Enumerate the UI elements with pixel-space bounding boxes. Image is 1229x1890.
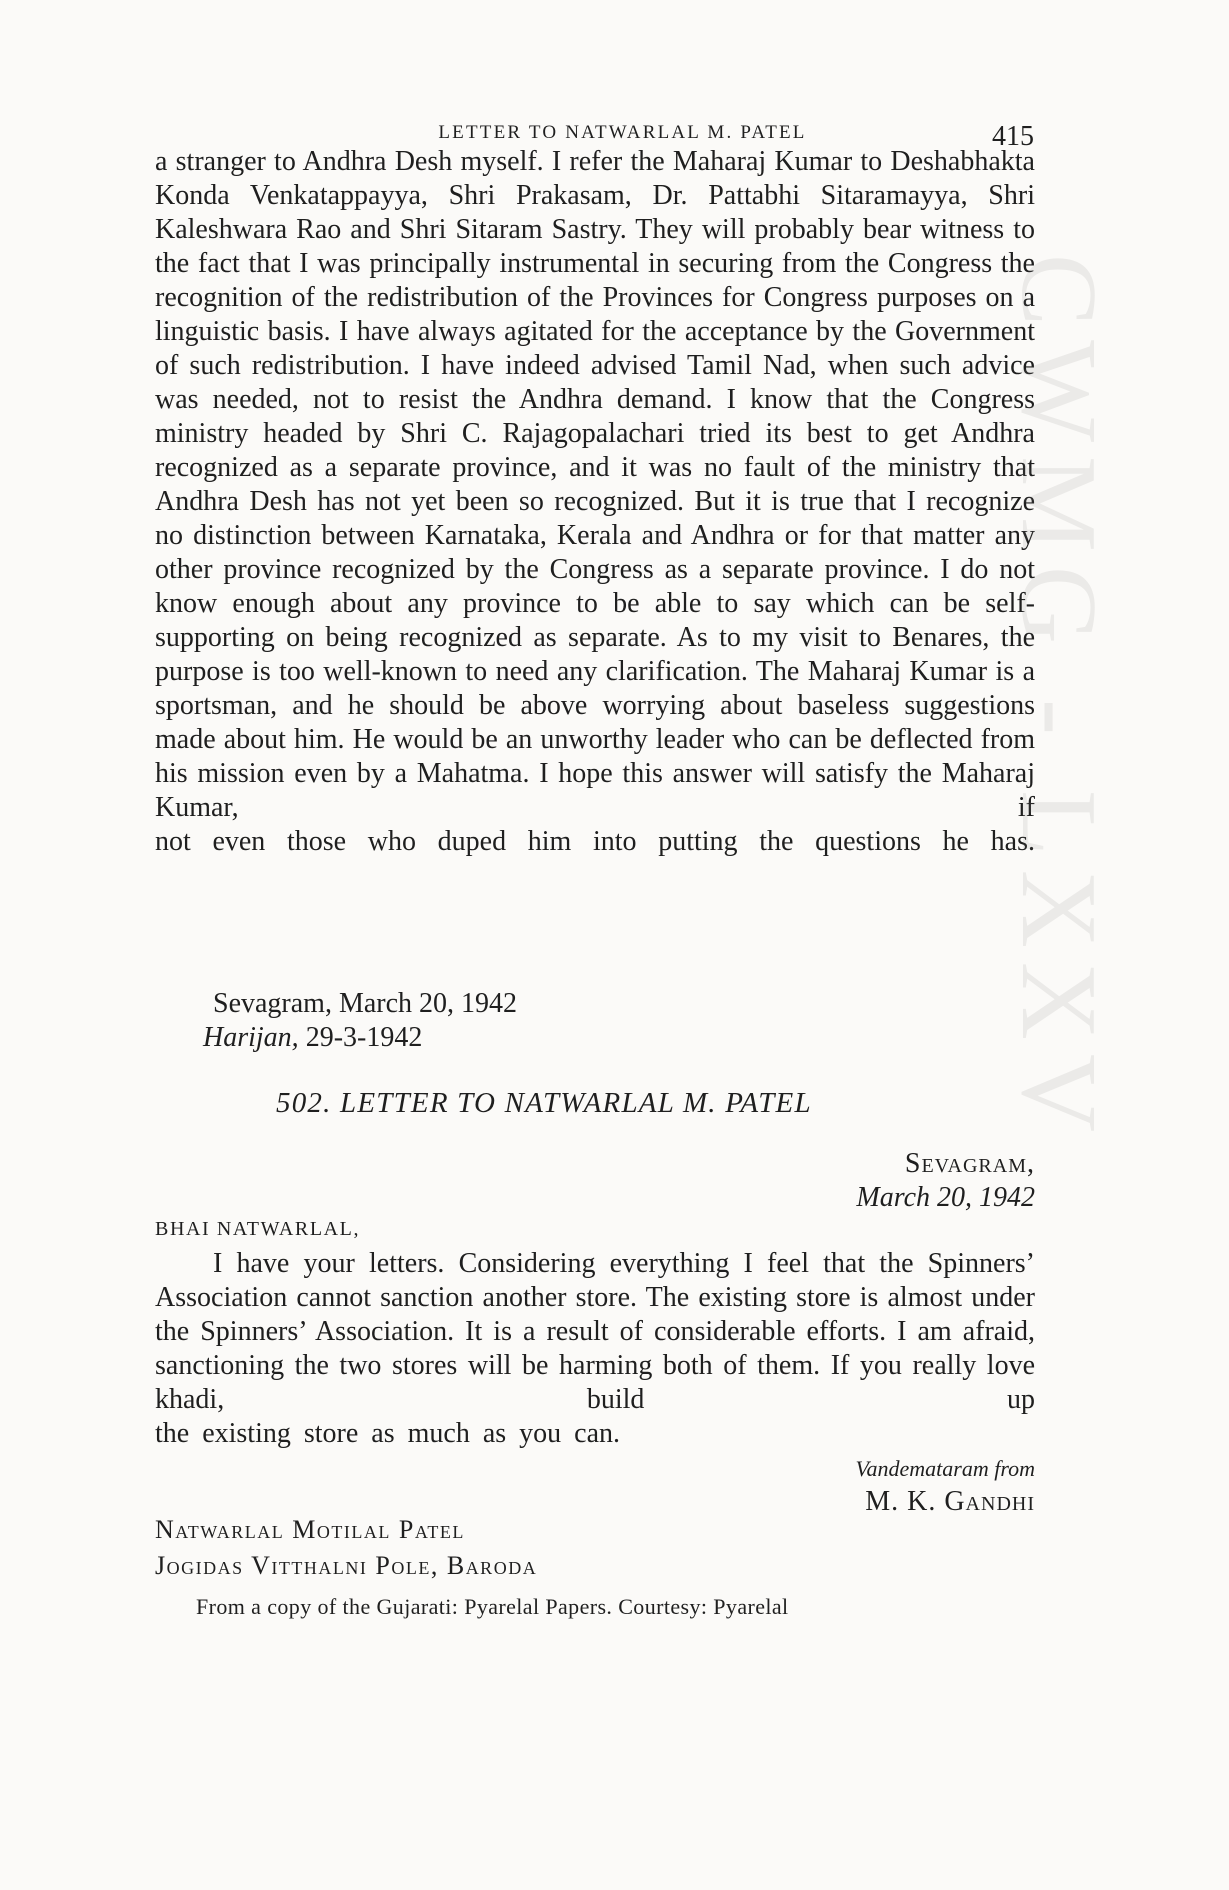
running-head — [155, 122, 1035, 144]
letter-salutation: BHAI NATWARLAL, — [155, 1218, 361, 1240]
article-paragraph-last-line: not even those who duped him into putting the questions he has. — [155, 826, 1035, 857]
letter-body — [155, 1247, 1035, 1451]
article-source — [203, 1021, 1083, 1055]
letter-place: Sevagram, — [904, 1148, 1035, 1179]
letter-heading: 502. LETTER TO NATWARLAL M. PATEL — [276, 1087, 812, 1119]
letter-body-last-line: the existing store as much as you can. — [155, 1418, 621, 1449]
page-number: 415 — [992, 121, 1034, 152]
letter-body-text: I have your letters. Considering everything I feel that the Spinners’ Association cannot sanction another store. The existing store is almost under the Spinners’ Association. It is a result of considerable efforts. I am afraid, sanctioning the two stores will be harming both of them. If you really love khadi, build up — [155, 1248, 1035, 1415]
article-paragraph-text: a stranger to Andhra Desh myself. I refer the Maharaj Kumar to Deshabhakta Konda Venkatappayya, Shri Prakasam, Dr. Pattabhi Sitaramayya, Shri Kaleshwara Rao and Shri Sitaram Sastry. They will probably bear witness to the fact that I was principally instrumental in securing from the Congress the recognition of the redistribution of the Provinces for Congress purposes on a linguistic basis. I have always agitated for the acceptance by the Government of such redistribution. I have indeed advised Tamil Nad, when such advice was needed, not to resist the Andhra demand. I know that the Congress ministry headed by Shri C. Rajagopalachari tried its best to get Andhra recognized as a separate province, and it was no fault of the ministry that Andhra Desh has not yet been so recognized. But it is true that I recognize no distinction between Karnataka, Kerala and Andhra or for that matter any other province recognized by the Congress as a separate province. I do not know enough about any province to be able to say which can be self-supporting on being recognized as separate. As to my visit to Benares, the purpose is too well-known to need any clarification. The Maharaj Kumar is a sportsman, and he should be above worrying about baseless suggestions made about him. He would be an unworthy leader who can be deflected from his mission even by a Mahatma. I hope this answer will satisfy the Maharaj Kumar, if — [155, 146, 1035, 823]
running-head-title: LETTER TO NATWARLAL M. PATEL — [438, 122, 807, 143]
article-paragraph — [155, 145, 1035, 859]
letter-signature: M. K. Gandhi — [865, 1486, 1035, 1517]
source-note: From a copy of the Gujarati: Pyarelal Papers. Courtesy: Pyarelal — [196, 1594, 789, 1619]
article-source-date: 29-3-1942 — [305, 1022, 423, 1053]
addressee-address: Jogidas Vitthalni Pole, Baroda — [155, 1551, 538, 1580]
article-source-title: Harijan, — [203, 1022, 299, 1053]
watermark: CWMG - LXXV — [999, 254, 1118, 1146]
article-place-date: Sevagram, March 20, 1942 — [213, 988, 518, 1019]
letter-valediction: Vandemataram from — [855, 1456, 1035, 1481]
addressee-name: Natwarlal Motilal Patel — [155, 1515, 465, 1544]
letter-date: March 20, 1942 — [856, 1182, 1035, 1213]
